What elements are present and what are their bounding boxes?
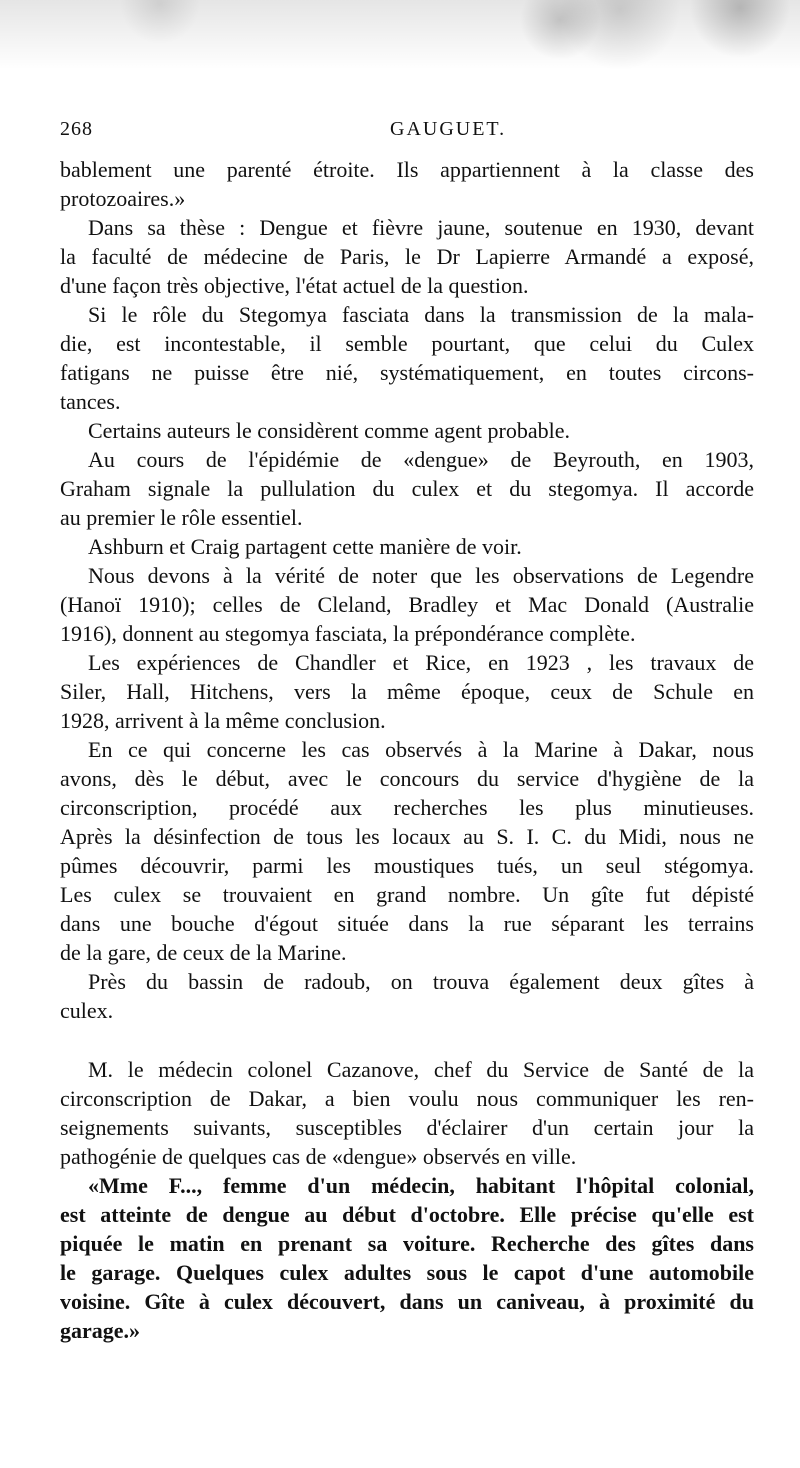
text-line: pathogénie de quelques cas de «dengue» observés en ville. (60, 1144, 577, 1169)
text-line: Ashburn et Craig partagent cette manière de voir. (88, 534, 522, 559)
text-line: 1928, arrivent à la même conclusion. (60, 708, 386, 733)
text-line: M. le médecin colonel Cazanove, chef du Service de Santé de la (88, 1057, 754, 1082)
paragraph (60, 155, 754, 213)
text-line: 1916), donnent au stegomya fasciata, la prépondérance complète. (60, 621, 636, 646)
text-line: Les expériences de Chandler et Rice, en 1923 , les travaux de (88, 650, 754, 675)
paragraph (60, 1171, 754, 1345)
text-line: Graham signale la pullulation du culex et du stegomya. Il accorde (60, 476, 754, 501)
text-line: dans une bouche d'égout située dans la rue séparant les terrains (60, 911, 754, 936)
paragraph (60, 1055, 754, 1171)
paragraph (60, 213, 754, 300)
paragraph (60, 532, 754, 561)
running-head: GAUGUET. (390, 118, 507, 140)
paragraph (60, 967, 754, 1025)
text-line: Les culex se trouvaient en grand nombre. Un gîte fut dépisté (60, 882, 754, 907)
text-line: Siler, Hall, Hitchens, vers la même époque, ceux de Schule en (60, 679, 754, 704)
text-line: au premier le rôle essentiel. (60, 505, 303, 530)
text-line: Dans sa thèse : Dengue et fièvre jaune, soutenue en 1930, devant (88, 215, 754, 240)
text-line: tances. (60, 389, 121, 414)
text-line: d'une façon très objective, l'état actuel de la question. (60, 273, 529, 298)
text-line: die, est incontestable, il semble pourtant, que celui du Culex (60, 331, 754, 356)
text-line: Certains auteurs le considèrent comme agent probable. (88, 418, 570, 443)
body-text (60, 155, 754, 1345)
paragraph-gap (60, 1025, 754, 1055)
text-line: Près du bassin de radoub, on trouva également deux gîtes à (88, 969, 754, 994)
text-line: En ce qui concerne les cas observés à la Marine à Dakar, nous (88, 737, 754, 762)
text-line: circonscription, procédé aux recherches les plus minutieuses. (60, 795, 754, 820)
text-line: Nous devons à la vérité de noter que les observations de Legendre (88, 563, 754, 588)
text-line: la faculté de médecine de Paris, le Dr Lapierre Armandé a exposé, (60, 244, 754, 269)
text-line: bablement une parenté étroite. Ils appartiennent à la classe des (60, 157, 754, 182)
text-line: avons, dès le début, avec le concours du service d'hygiène de la (60, 766, 754, 791)
text-line: de la gare, de ceux de la Marine. (60, 940, 347, 965)
text-line: Au cours de l'épidémie de «dengue» de Beyrouth, en 1903, (88, 447, 754, 472)
text-line: Après la désinfection de tous les locaux au S. I. C. du Midi, nous ne (60, 824, 754, 849)
paragraph (60, 735, 754, 967)
paragraph (60, 561, 754, 648)
text-line: pûmes découvrir, parmi les moustiques tués, un seul stégomya. (60, 853, 754, 878)
paragraph (60, 648, 754, 735)
text-line: garage.» (60, 1318, 141, 1343)
text-line: seignements suivants, susceptibles d'éclairer d'un certain jour la (60, 1115, 754, 1140)
text-line: culex. (60, 998, 114, 1023)
text-line: voisine. Gîte à culex découvert, dans un caniveau, à proximité du (60, 1289, 754, 1314)
scan-margin-artifacts (0, 0, 800, 110)
text-line: est atteinte de dengue au début d'octobre. Elle précise qu'elle est (60, 1202, 754, 1227)
paragraph (60, 416, 754, 445)
text-line: Si le rôle du Stegomya fasciata dans la transmission de la mala- (88, 302, 754, 327)
page-header (60, 118, 750, 148)
paragraph (60, 300, 754, 416)
page-number: 268 (60, 118, 93, 140)
text-line: circonscription de Dakar, a bien voulu nous communiquer les ren- (60, 1086, 754, 1111)
paragraph (60, 445, 754, 532)
text-line: (Hanoï 1910); celles de Cleland, Bradley et Mac Donald (Australie (60, 592, 754, 617)
text-line: fatigans ne puisse être nié, systématiquement, en toutes circons- (60, 360, 754, 385)
text-line: le garage. Quelques culex adultes sous le capot d'une automobile (60, 1260, 754, 1285)
text-line: «Mme F..., femme d'un médecin, habitant l'hôpital colonial, (88, 1173, 754, 1198)
text-line: piquée le matin en prenant sa voiture. Recherche des gîtes dans (60, 1231, 754, 1256)
text-line: protozoaires.» (60, 186, 186, 211)
